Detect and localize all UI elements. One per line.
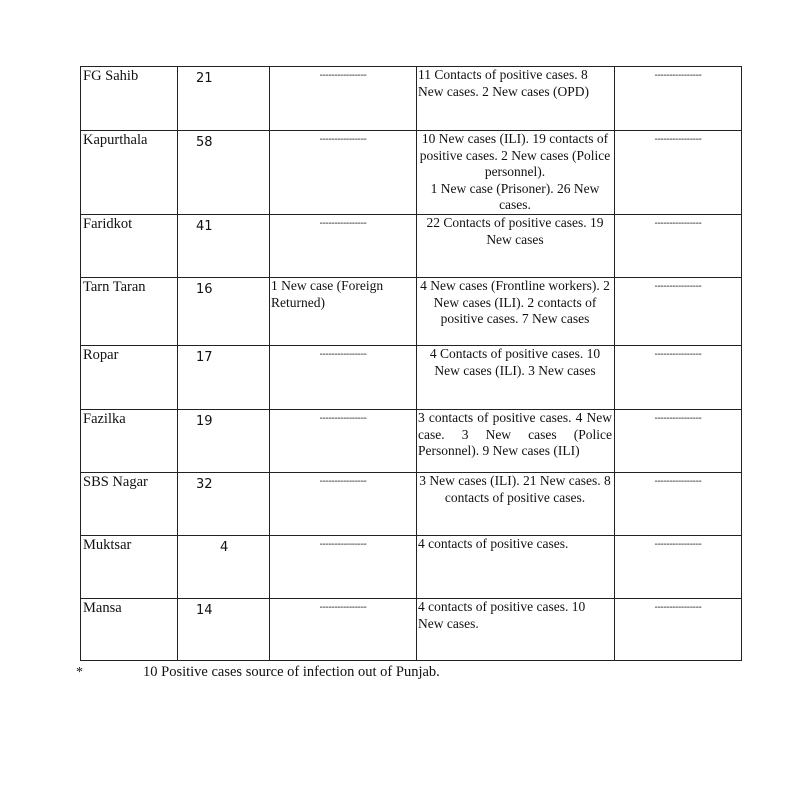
- details-cell: [417, 131, 615, 215]
- district-cell: [81, 599, 178, 661]
- count-cell: [178, 67, 270, 131]
- count-cell: [178, 131, 270, 215]
- remarks-cell: [615, 346, 742, 410]
- district-cell: [81, 131, 178, 215]
- foreign-placeholder: ----------------: [319, 539, 367, 550]
- remarks-cell: [615, 131, 742, 215]
- remarks-placeholder: ----------------: [654, 218, 702, 229]
- table-row-mansa: [81, 599, 742, 661]
- details-cell: [417, 473, 615, 536]
- remarks-placeholder: ----------------: [654, 413, 702, 424]
- case-details: 10 New cases (ILI). 19 contacts of positive cases. 2 New cases (Police personnel).: [419, 131, 611, 180]
- table-row-sbs-nagar: [81, 473, 742, 536]
- district-name: FG Sahib: [83, 68, 139, 84]
- case-details: 4 Contacts of positive cases. 10 New cases (ILI). 3 New cases: [429, 346, 601, 378]
- details-cell: [417, 410, 615, 473]
- foreign-placeholder: ----------------: [319, 70, 367, 81]
- district-name: Tarn Taran: [83, 279, 146, 295]
- remarks-placeholder: ----------------: [654, 476, 702, 487]
- foreign-cell: [270, 536, 417, 599]
- foreign-cell: [270, 599, 417, 661]
- details-cell: [417, 346, 615, 410]
- case-count: 4: [220, 540, 229, 555]
- remarks-cell: [615, 215, 742, 278]
- case-count: 21: [196, 71, 213, 86]
- district-cell: [81, 410, 178, 473]
- district-name: Faridkot: [83, 216, 133, 232]
- remarks-cell: [615, 410, 742, 473]
- remarks-cell: [615, 599, 742, 661]
- case-count: 41: [196, 219, 213, 234]
- remarks-cell: [615, 278, 742, 346]
- details-cell: [417, 599, 615, 661]
- case-count: 16: [196, 282, 213, 297]
- count-cell: [178, 599, 270, 661]
- footnote-text: 10 Positive cases source of infection out of Punjab.: [143, 664, 440, 680]
- district-cell: [81, 278, 178, 346]
- case-details: 22 Contacts of positive cases. 19 New cases: [426, 215, 604, 247]
- remarks-cell: [615, 473, 742, 536]
- remarks-placeholder: ----------------: [654, 602, 702, 613]
- foreign-placeholder: ----------------: [319, 349, 367, 360]
- table-row-ropar: [81, 346, 742, 410]
- foreign-placeholder: ----------------: [319, 134, 367, 145]
- district-cell: [81, 473, 178, 536]
- foreign-cell: [270, 67, 417, 131]
- count-cell: [178, 215, 270, 278]
- count-cell: [178, 536, 270, 599]
- details-cell: [417, 536, 615, 599]
- district-name: Fazilka: [83, 411, 126, 427]
- table-row-kapurthala: [81, 131, 742, 215]
- district-cell: [81, 67, 178, 131]
- case-details-continued: 1 New case (Prisoner). 26 New cases.: [430, 180, 600, 213]
- details-cell: [417, 215, 615, 278]
- case-details: 3 New cases (ILI). 21 New cases. 8 contacts of positive cases.: [419, 473, 611, 505]
- foreign-cell: [270, 278, 417, 346]
- foreign-cell: [270, 410, 417, 473]
- case-count: 14: [196, 603, 213, 618]
- case-count: 17: [196, 350, 213, 365]
- count-cell: [178, 410, 270, 473]
- foreign-placeholder: ----------------: [319, 602, 367, 613]
- remarks-placeholder: ----------------: [654, 134, 702, 145]
- foreign-returned-details: 1 New case (Foreign Returned): [271, 278, 384, 310]
- case-details: 3 contacts of positive cases. 4 New case. 3 New cases (Police Personnel). 9 New cases (ILI): [418, 410, 612, 459]
- case-details: 4 contacts of positive cases. 10 New cases.: [418, 599, 586, 631]
- remarks-placeholder: ----------------: [654, 70, 702, 81]
- foreign-placeholder: ----------------: [319, 476, 367, 487]
- count-cell: [178, 473, 270, 536]
- remarks-cell: [615, 536, 742, 599]
- district-cases-table: [80, 66, 742, 661]
- table-row-fg-sahib: [81, 67, 742, 131]
- district-cell: [81, 346, 178, 410]
- case-count: 19: [196, 414, 213, 429]
- remarks-placeholder: ----------------: [654, 281, 702, 292]
- district-name: SBS Nagar: [83, 474, 148, 490]
- remarks-placeholder: ----------------: [654, 349, 702, 360]
- table-row-muktsar: [81, 536, 742, 599]
- foreign-cell: [270, 346, 417, 410]
- district-name: Ropar: [83, 347, 119, 363]
- case-details: 4 contacts of positive cases.: [418, 536, 569, 551]
- foreign-cell: [270, 215, 417, 278]
- case-details: 11 Contacts of positive cases. 8 New cases. 2 New cases (OPD): [418, 67, 589, 99]
- case-count: 58: [196, 135, 213, 150]
- footnote-marker: *: [76, 665, 83, 680]
- remarks-placeholder: ----------------: [654, 539, 702, 550]
- district-cell: [81, 536, 178, 599]
- table-row-fazilka: [81, 410, 742, 473]
- details-cell: [417, 278, 615, 346]
- count-cell: [178, 346, 270, 410]
- foreign-placeholder: ----------------: [319, 218, 367, 229]
- remarks-cell: [615, 67, 742, 131]
- table-row-tarn-taran: [81, 278, 742, 346]
- district-name: Kapurthala: [83, 132, 148, 148]
- table-row-faridkot: [81, 215, 742, 278]
- count-cell: [178, 278, 270, 346]
- district-name: Muktsar: [83, 537, 132, 553]
- foreign-placeholder: ----------------: [319, 413, 367, 424]
- foreign-cell: [270, 131, 417, 215]
- district-name: Mansa: [83, 600, 122, 616]
- case-count: 32: [196, 477, 213, 492]
- details-cell: [417, 67, 615, 131]
- case-details: 4 New cases (Frontline workers). 2 New cases (ILI). 2 contacts of positive cases. 7 New cases: [420, 278, 610, 327]
- district-cell: [81, 215, 178, 278]
- foreign-cell: [270, 473, 417, 536]
